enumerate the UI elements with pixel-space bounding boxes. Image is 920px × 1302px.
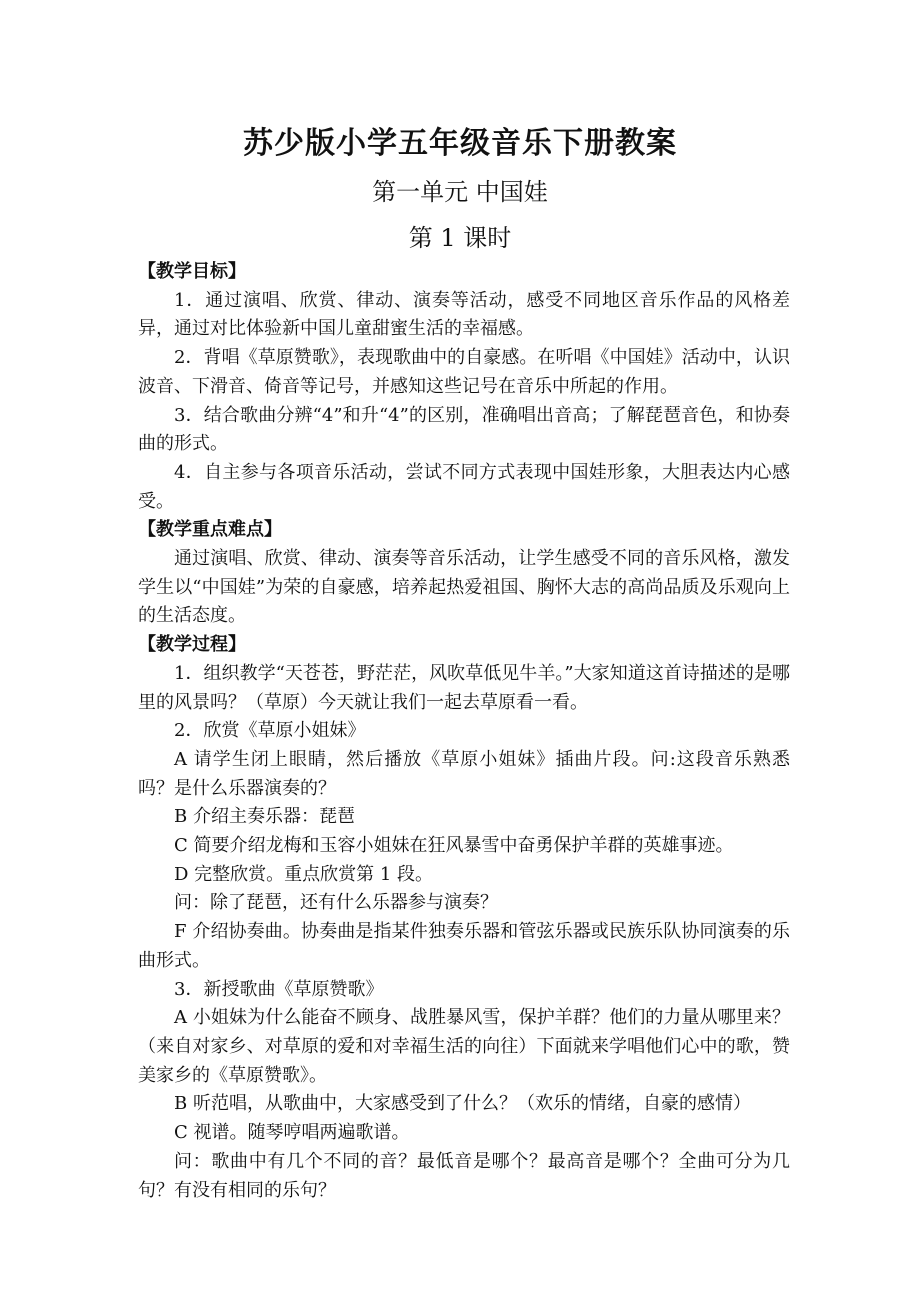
- document-title: 苏少版小学五年级音乐下册教案: [243, 126, 677, 161]
- unit-title: 第一单元 中国娃: [372, 178, 548, 206]
- process-step: 2．欣赏《草原小姐妹》: [174, 720, 366, 742]
- process-list: [138, 660, 790, 1205]
- goal-item: 4．自主参与各项音乐活动，尝试不同方式表现中国娃形象，大胆表达内心感受。: [138, 461, 790, 512]
- lesson-title: 第 1 课时: [408, 224, 512, 252]
- process-step: 问：歌曲中有几个不同的音？最低音是哪个？最高音是哪个？全曲可分为几句？有没有相同的乐句？: [138, 1150, 790, 1201]
- process-step: B 听范唱，从歌曲中，大家感受到了什么？（欢乐的情绪，自豪的感情）: [174, 1093, 751, 1115]
- process-step: 3．新授歌曲《草原赞歌》: [174, 978, 384, 1000]
- key-points: [138, 545, 790, 631]
- document-body: [138, 258, 790, 1205]
- process-step: 问：除了琵琶，还有什么乐器参与演奏？: [174, 892, 498, 914]
- goals-heading: 【教学目标】: [138, 261, 246, 282]
- process-step: F 介绍协奏曲。协奏曲是指某件独奏乐器和管弦乐器或民族乐队协同演奏的乐曲形式。: [138, 921, 790, 971]
- process-step: B 介绍主奏乐器：琵琶: [174, 806, 355, 828]
- process-step: D 完整欣赏。重点欣赏第 1 段。: [174, 863, 434, 885]
- process-step: 1．组织教学“天苍苍，野茫茫，风吹草低见牛羊。”大家知道这首诗描述的是哪里的风景吗？（草原）今天就让我们一起去草原看一看。: [138, 662, 790, 713]
- process-step: A 小姐妹为什么能奋不顾身、战胜暴风雪，保护羊群？他们的力量从哪里来？（来自对家乡、对草原的爱和对幸福生活的向往）下面就来学唱他们心中的歌，赞美家乡的《草原赞歌》。: [138, 1007, 790, 1086]
- process-step: C 简要介绍龙梅和玉容小姐妹在狂风暴雪中奋勇保护羊群的英雄事迹。: [174, 835, 734, 857]
- goal-item: 1．通过演唱、欣赏、律动、演奏等活动，感受不同地区音乐作品的风格差异，通过对比体验新中国儿童甜蜜生活的幸福感。: [138, 289, 790, 340]
- goal-item: 3．结合歌曲分辨“4”和升“4”的区别，准确唱出音高；了解琵琶音色，和协奏曲的形式。: [138, 404, 790, 455]
- key-point-paragraph: 通过演唱、欣赏、律动、演奏等音乐活动，让学生感受不同的音乐风格，激发学生以“中国娃”为荣的自豪感，培养起热爱祖国、胸怀大志的高尚品质及乐观向上的生活态度。: [138, 548, 790, 627]
- goals-list: [138, 287, 790, 517]
- key-points-heading: 【教学重点难点】: [138, 519, 282, 541]
- goal-item: 2．背唱《草原赞歌》，表现歌曲中的自豪感。在听唱《中国娃》活动中，认识波音、下滑音、倚音等记号，并感知这些记号在音乐中所起的作用。: [138, 347, 790, 397]
- process-step: C 视谱。随琴哼唱两遍歌谱。: [174, 1122, 410, 1144]
- process-step: A 请学生闭上眼睛，然后播放《草原小姐妹》插曲片段。问:这段音乐熟悉吗？是什么乐器演奏的？: [138, 748, 790, 799]
- process-heading: 【教学过程】: [138, 634, 246, 656]
